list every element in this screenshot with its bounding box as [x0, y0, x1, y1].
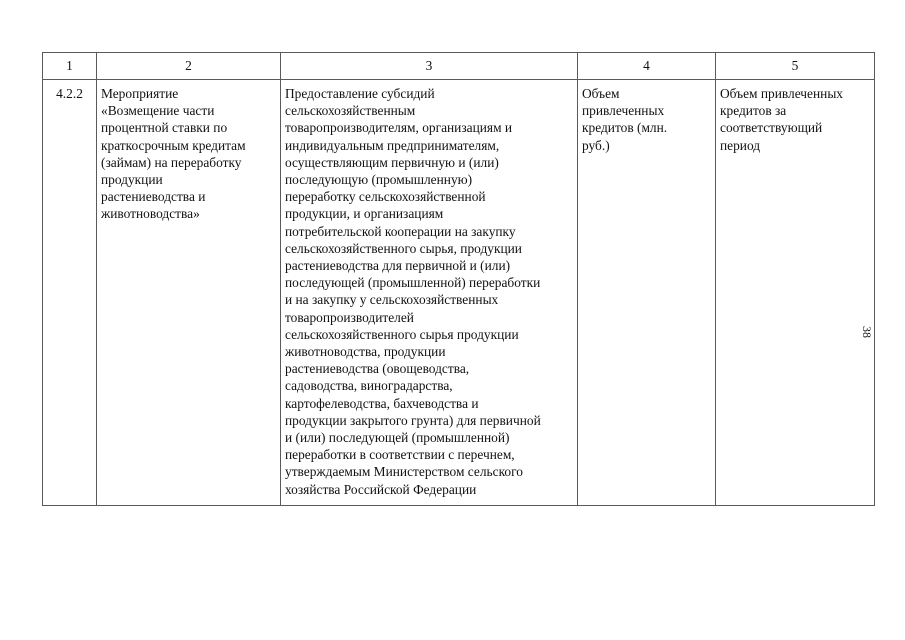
row-number-cell	[43, 80, 97, 506]
event-description: Предоставление субсидий сельскохозяйственным товаропроизводителям, организациям и индивидуальным предпринимателям, осуществляющим первичную и (или) последующую (промышленную) переработку сельскохозяйственной продукции, и организациям потребительской кооперации на закупку сельскохозяйственного сырья, продукции растениеводства для первичной и (или) последующей (промышленной) переработки и на закупку у сельскохозяйственных товаропроизводителей сельскохозяйственного сырья продукции животноводства, продукции растениеводства (овощеводства, садоводства, виноградарства, картофелеводства, бахчеводства и продукции закрытого грунта) для первичной и (или) последующей (промышленной) переработки в соответствии с перечнем, утверждаемым Министерством сельского хозяйства Российской Федерации	[285, 86, 541, 497]
event-cell	[97, 80, 281, 506]
column-header-5: 5	[716, 53, 875, 80]
table-header-row	[43, 53, 875, 80]
row-number: 4.2.2	[56, 86, 83, 101]
column-header-2: 2	[97, 53, 281, 80]
column-header-1: 1	[43, 53, 97, 80]
page-number: 38	[860, 326, 874, 338]
document-table	[42, 52, 875, 506]
indicator-cell	[578, 80, 716, 506]
column-header-3: 3	[281, 53, 578, 80]
table-row	[43, 80, 875, 506]
column-header-4: 4	[578, 53, 716, 80]
indicator-name: Объем привлеченных кредитов (млн. руб.)	[582, 86, 668, 153]
event-name: Мероприятие «Возмещение части процентной ставки по краткосрочным кредитам (займам) на переработку продукции растениеводства и животноводства»	[101, 86, 246, 222]
value-cell	[716, 80, 875, 506]
description-cell	[281, 80, 578, 506]
indicator-value: Объем привлеченных кредитов за соответствующий период	[720, 86, 844, 153]
